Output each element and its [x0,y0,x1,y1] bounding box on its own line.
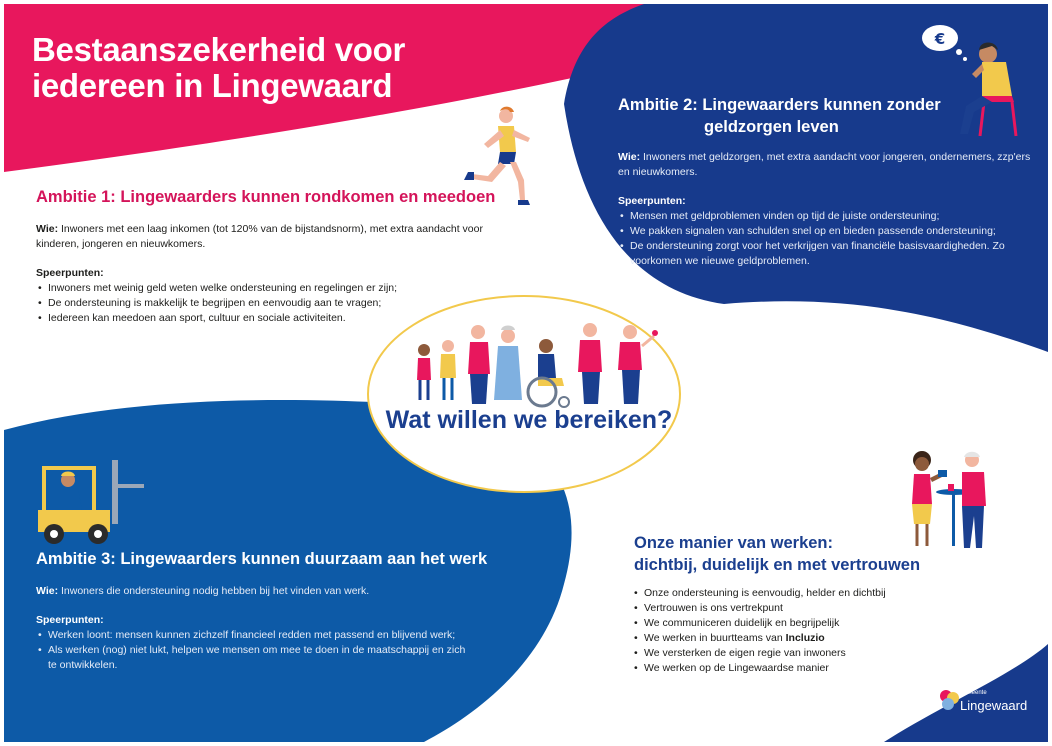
poster [4,4,1048,742]
ambitie1-heading: Ambitie 1: Lingewaarders kunnen rondkomen en meedoen [36,188,496,206]
poster-title: Bestaanszekerheid voor iedereen in Lingewaard [32,31,406,104]
ambitie2-heading-line2: geldzorgen leven [704,118,839,136]
wie-label: Wie: [618,151,641,163]
list-item: • Als werken (nog) niet lukt, helpen we mensen om mee te doen in de maatschappij en zich te ontwikkelen. [36,643,476,673]
wie-text: Inwoners met geldzorgen, met extra aandacht voor jongeren, ondernemers, zzp'ers en nieuwkomers. [618,151,1031,178]
runner-icon [460,104,540,208]
werken-list [632,586,932,676]
forklift-icon [34,456,152,546]
people-group-icon [412,316,662,412]
list-item: • Mensen met geldproblemen vinden op tijd de juiste ondersteuning; [618,209,1038,224]
ambitie3-heading: Ambitie 3: Lingewaarders kunnen duurzaam aan het werk [36,550,488,568]
money-bubble: € [934,30,946,48]
werken-heading-line1: Onze manier van werken: [634,534,833,552]
ambitie2-speerpunten [618,209,1038,269]
ambitie3-body [36,584,476,673]
gemeente-logo [938,688,1038,732]
ambitie1-body [36,222,486,326]
werken-heading [634,532,920,576]
speerpunten-label: Speerpunten: [36,614,104,626]
ambitie2-heading [618,94,941,138]
conversation-icon [898,448,1002,552]
list-item: • Werken loont: mensen kunnen zichzelf financieel redden met passend en blijvend werk; [36,628,476,643]
list-item: • De ondersteuning zorgt voor het verkrijgen van financiële basisvaardigheden. Zo voorkomen we nieuwe geldproblemen. [618,239,1038,269]
speerpunten-label: Speerpunten: [36,267,104,279]
ambitie2-body [618,150,1038,269]
list-item: • Iedereen kan meedoen aan sport, cultuur en sociale activiteiten. [36,311,486,326]
list-item: • Onze ondersteuning is eenvoudig, helder en dichtbij [632,586,932,601]
werken-body [632,586,932,676]
wie-label: Wie: [36,223,59,235]
ambitie2-wie [618,150,1038,180]
incluzio-name: Incluzio [785,632,825,644]
list-item [632,631,932,646]
logo-gemeente-text: gemeente [960,690,987,696]
ambitie3-speerpunten [36,628,476,673]
list-item: • De ondersteuning is makkelijk te begrijpen en eenvoudig aan te vragen; [36,296,486,311]
wie-text: Inwoners die ondersteuning nodig hebben bij het vinden van werk. [58,585,370,597]
list-item: • Inwoners met weinig geld weten welke ondersteuning en regelingen er zijn; [36,281,486,296]
ambitie2-heading-line1: Ambitie 2: Lingewaarders kunnen zonder [618,96,941,114]
worried-person-icon [916,22,1036,140]
list-item: • We versterken de eigen regie van inwoners [632,646,932,661]
buurtteams-prefix: We werken in buurtteams van [644,632,786,644]
list-item: • Vertrouwen is ons vertrekpunt [632,601,932,616]
gemeente-logo-icon [938,688,960,714]
speerpunten-label: Speerpunten: [618,195,686,207]
list-item: • We werken op de Lingewaardse manier [632,661,932,676]
ambitie1-wie [36,222,486,252]
wie-label: Wie: [36,585,59,597]
center-question: Wat willen we bereiken? [385,406,673,434]
logo-lingewaard-text: Lingewaard [960,698,1028,713]
werken-heading-line2: dichtbij, duidelijk en met vertrouwen [634,556,921,574]
list-item: • We communiceren duidelijk en begrijpelijk [632,616,932,631]
wie-text: Inwoners met een laag inkomen (tot 120% van de bijstandsnorm), met extra aandacht voor kinderen, jongeren en nieuwkomers. [36,223,483,250]
ambitie3-wie [36,584,476,599]
list-item: • We pakken signalen van schulden snel op en bieden passende ondersteuning; [618,224,1038,239]
